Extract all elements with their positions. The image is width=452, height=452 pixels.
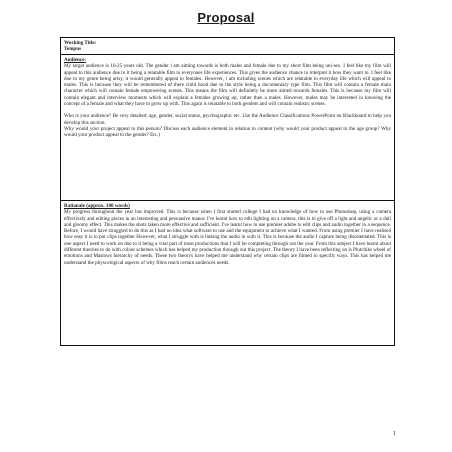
rationale-label: Rationale (approx. 100 words): [64, 203, 130, 209]
working-title-cell: [61, 38, 394, 54]
audience-paragraph-1: My target audience is 16-25 years old. The gender i am aiming towards is both males and female due to my short film being uni-sex. I feel like my film will appeal to this audience due to it being a relatable film to everyones life experiences. This gives the audience chance to interpret it how they want to. I feel like due to my genre being artsy, it would generally appeal to females. However, i am including scenes which are relatable to everyday life which will appeal to males. This is because they will be remembered of there child hood due to the style being a documentary type film. This film will contain a female main character which will contain female empowering scenes. This means the film will definitely be more aimed towards females. This is because my film will contain elegant and interview moments which will explain a females growing up, rather then a males. However, males may be interested in knowing the concept of a female and what they have to grow up with. This again is relatable to both genders and will contain realistic scenes.: [64, 63, 391, 108]
page-number: 1: [393, 431, 396, 437]
rationale-cell: [61, 200, 394, 345]
audience-paragraph-3: Why would your project appeal to this person? Discuss each audience element in relation to content (why would your product appeal to the age group? Why would your product appeal to the gender? Etc.): [64, 125, 391, 139]
page-title: Proposal: [197, 10, 255, 25]
working-title-label: Working Title:: [64, 40, 97, 46]
working-title-value: Tempus: [64, 46, 82, 53]
audience-paragraph-2: Who is your audience? Be very detailed; age, gender, social status, psychographic etc. Use the Audience Classifications PowerPoint on Blackboard to help you develop this section.: [64, 113, 391, 126]
audience-label: Audience:: [64, 57, 87, 63]
rationale-paragraph: My progress throughout the year has improved. This is because when I first started college I had no knowledge of how to use Photoshop, using a camera effectively and editing pieces in an interesting and persuasive manor. I've learnt how to edit lighting on a camera, this is to give off a light and angelic or a dull and gloomy effect. This makes the shots taken more effective and sufficient. I've learnt how to use premier adobe to edit clips and audio together in a sequence. Before, I would have struggled to do this as I had no idea what software to use and the equipment to achieve what I wanted. From using premier I have realised how easy it is to put clips together However, what I struggle with is linking the audio in with it. This is because the audio I capture being disorientated. This is one aspect I need to work on due to it being a vital part of most productions that I will be completing through out the year. From this subject I have learnt about different theories to do with colour schemes which has helped my production through out this project. The theory I have been reflecting on is Plutchiks wheel of emotions and Maslows hierarchy of needs. These two theorys have helped me understand why certain clips are filmed in specific ways. This has helped me understand the physcological aspects of why films reach certain audiences needs.: [64, 209, 391, 266]
audience-cell: [61, 54, 394, 200]
proposal-form-table: [60, 37, 395, 346]
